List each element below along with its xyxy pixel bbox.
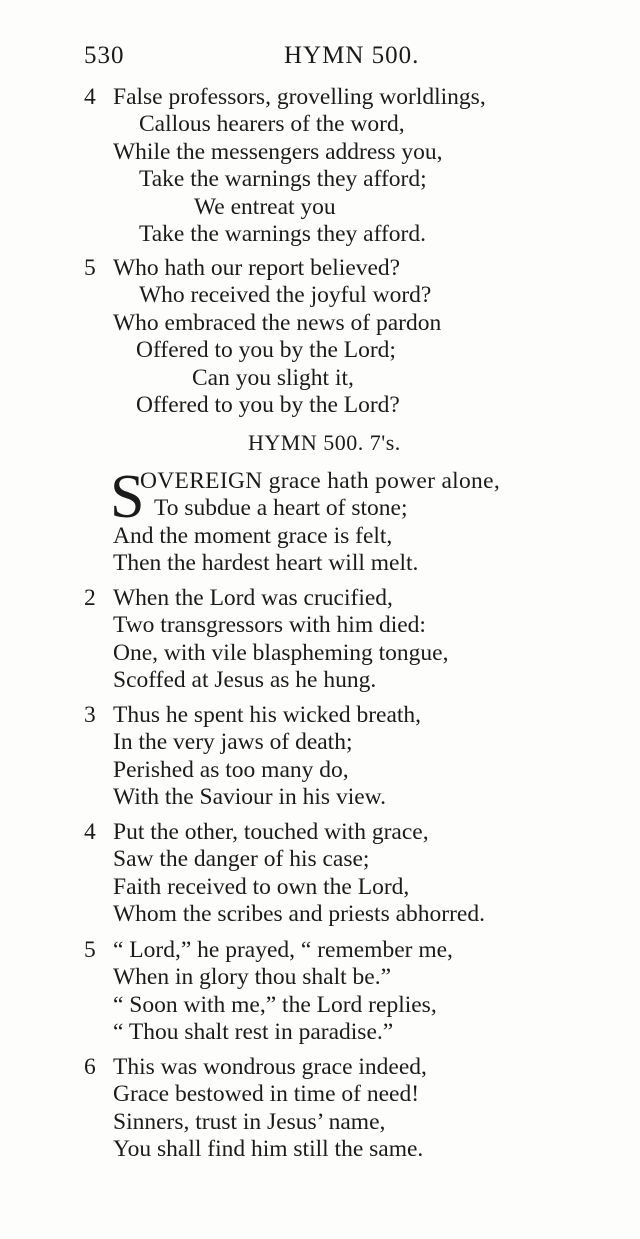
verse-line: False professors, grovelling worldlings,	[113, 84, 486, 110]
page-header	[0, 42, 640, 76]
verse-line: One, with vile blaspheming tongue,	[113, 639, 449, 666]
verse-line: When the Lord was crucified,	[113, 585, 393, 611]
verse-line: “ Soon with me,” the Lord replies,	[113, 991, 437, 1018]
verse-line: You shall find him still the same.	[113, 1136, 424, 1163]
stanza-499-5	[84, 255, 604, 419]
stanza-number: 6	[84, 1054, 96, 1080]
verse-line: Who received the joyful word?	[139, 282, 432, 309]
verse-line: OVEREIGN grace hath power alone,	[140, 468, 501, 494]
verse-line: We entreat you	[194, 193, 336, 220]
verse-line: To subdue a heart of stone;	[154, 495, 408, 522]
stanza-number: 2	[84, 585, 96, 611]
hymn-title	[0, 430, 640, 462]
verse-line: Who hath our report believed?	[113, 255, 401, 281]
stanza-500-1	[84, 463, 604, 578]
verse-line: This was wondrous grace indeed,	[113, 1054, 427, 1080]
verse-line: Callous hearers of the word,	[139, 111, 405, 138]
verse-line: In the very jaws of death;	[113, 729, 353, 756]
verse-line: And the moment grace is felt,	[113, 522, 393, 549]
verse-line: Two transgressors with him died:	[113, 612, 426, 639]
verse-line: Who embraced the news of pardon	[113, 309, 442, 336]
stanza-500-4	[84, 819, 604, 929]
verse-line: Faith received to own the Lord,	[113, 873, 410, 900]
verse-line: Put the other, touched with grace,	[113, 819, 429, 845]
verse-line: Then the hardest heart will melt.	[113, 550, 419, 577]
verse-line: “ Thou shalt rest in paradise.”	[113, 1019, 394, 1046]
verse-line: Thus he spent his wicked breath,	[113, 702, 422, 728]
verse-line: “ Lord,” he prayed, “ remember me,	[113, 937, 453, 963]
running-title: HYMN 500.	[284, 42, 420, 69]
stanza-499-4	[84, 84, 604, 248]
verse-line: While the messengers address you,	[113, 138, 443, 165]
verse-line: Take the warnings they afford.	[139, 220, 427, 247]
hymn-title-text: HYMN 500. 7's.	[248, 430, 401, 455]
stanza-number: 5	[84, 937, 96, 963]
verse-line: With the Saviour in his view.	[113, 784, 386, 811]
stanza-number: 4	[84, 84, 96, 110]
verse-line: Perished as too many do,	[113, 756, 349, 783]
verse-line: Can you slight it,	[192, 364, 354, 391]
verse-line: Offered to you by the Lord;	[136, 337, 396, 364]
verse-line: When in glory thou shalt be.”	[113, 964, 392, 991]
verse-line: Offered to you by the Lord?	[136, 391, 400, 418]
verse-line: Grace bestowed in time of need!	[113, 1081, 420, 1108]
stanza-500-2	[84, 585, 604, 695]
verse-line: Saw the danger of his case;	[113, 846, 370, 873]
verse-line: Scoffed at Jesus as he hung.	[113, 667, 377, 694]
verse-line: Whom the scribes and priests abhorred.	[113, 901, 485, 928]
stanza-500-3	[84, 702, 604, 812]
stanza-number: 3	[84, 702, 96, 728]
stanza-number: 5	[84, 255, 96, 281]
stanza-500-5	[84, 937, 604, 1047]
stanza-number: 4	[84, 819, 96, 845]
stanza-500-6	[84, 1054, 604, 1164]
verse-line: Take the warnings they afford;	[139, 166, 427, 193]
page-number: 530	[84, 42, 125, 69]
verse-line: Sinners, trust in Jesus’ name,	[113, 1108, 386, 1135]
drop-cap: S	[110, 463, 145, 531]
